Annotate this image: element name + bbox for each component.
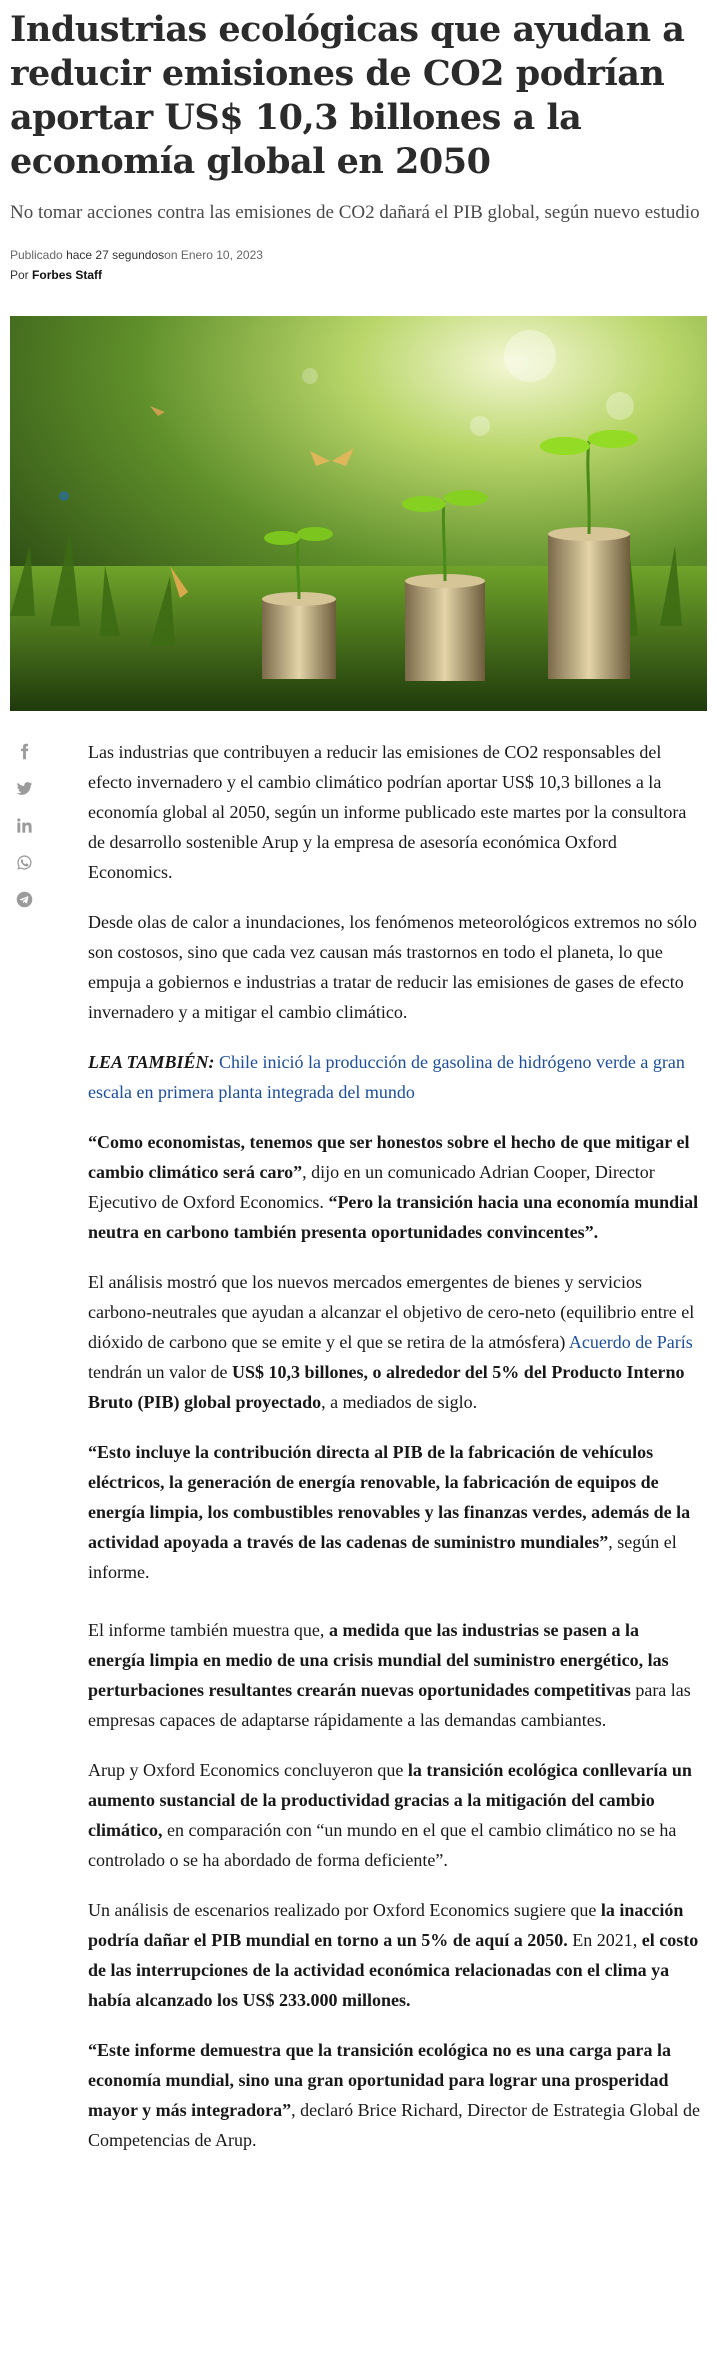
paragraph-text: Un análisis de escenarios realizado por Oxford Economics sugiere que bbox=[88, 1900, 601, 1920]
publish-meta bbox=[10, 248, 707, 262]
paragraph-text: , dijo en un comunicado Adrian Cooper, Director Ejecutivo de Oxford Economics. bbox=[88, 1162, 655, 1212]
relative-time: hace 27 segundos bbox=[66, 248, 165, 262]
paris-agreement-link[interactable]: Acuerdo de París bbox=[568, 1332, 693, 1352]
paragraph-text: para las empresas capaces de adaptarse rápidamente a las demandas cambiantes. bbox=[88, 1680, 691, 1730]
article-subtitle: No tomar acciones contra las emisiones de CO2 dañará el PIB global, según nuevo estudio bbox=[10, 202, 700, 223]
author-link[interactable]: Forbes Staff bbox=[32, 268, 103, 282]
quote-text: “Este informe demuestra que la transición ecológica no es una carga para la economía mundial, sino una gran oportunidad para lograr una prosperidad mayor y más integradora” bbox=[88, 2040, 671, 2120]
also-read-link[interactable]: Chile inició la producción de gasolina de hidrógeno verde a gran escala en primera planta integrada del mundo bbox=[88, 1052, 685, 1102]
article-body bbox=[88, 737, 700, 2155]
paragraph bbox=[88, 1127, 700, 1247]
article-header bbox=[0, 8, 717, 282]
quote-text: “Pero la transición hacia una economía mundial neutra en carbono también presenta oportunidades convincentes”. bbox=[88, 1192, 699, 1242]
paragraph: Las industrias que contribuyen a reducir las emisiones de CO2 responsables del efecto invernadero y el cambio climático podrían aportar US$ 10,3 billones a la economía global al 2050, según un informe publicado este martes por la consultora de desarrollo sostenible Arup y la empresa de asesoría económica Oxford Economics. bbox=[88, 742, 687, 882]
paragraph-text: tendrán un valor de bbox=[88, 1362, 232, 1382]
also-read-label: LEA TAMBIÉN: bbox=[88, 1052, 215, 1072]
hero-illustration bbox=[10, 316, 707, 711]
linkedin-icon[interactable] bbox=[16, 817, 38, 854]
hero-image bbox=[10, 316, 707, 711]
paragraph: Desde olas de calor a inundaciones, los fenómenos meteorológicos extremos no sólo son costosos, sino que cada vez causan más trastornos en todo el planeta, lo que empuja a gobiernos e industrias a tratar de reducir las emisiones de gases de efecto invernadero y a mitigar el cambio climático. bbox=[88, 912, 697, 1022]
highlight-text: la inacción podría dañar el PIB mundial en torno a un 5% de aquí a 2050. bbox=[88, 1900, 684, 1950]
paragraph-text: El informe también muestra que, bbox=[88, 1620, 329, 1640]
paragraph-text: , según el informe. bbox=[88, 1532, 677, 1582]
by-label: Por bbox=[10, 268, 29, 282]
paragraph bbox=[88, 1615, 700, 1735]
publish-date: Enero 10, 2023 bbox=[180, 248, 263, 262]
on-label: on bbox=[164, 248, 178, 262]
paragraph-text: El análisis mostró que los nuevos mercados emergentes de bienes y servicios carbono-neutrales que ayudan a alcanzar el objetivo de cero-neto (equilibrio entre el dióxido de carbono que se emite y el que se retira de la atmósfera) bbox=[88, 1272, 695, 1352]
quote-text: “Como economistas, tenemos que ser honestos sobre el hecho de que mitigar el cambio climático será caro” bbox=[88, 1132, 690, 1182]
telegram-icon[interactable] bbox=[16, 891, 38, 928]
byline bbox=[10, 268, 707, 282]
whatsapp-icon[interactable] bbox=[16, 854, 38, 891]
paragraph-text: Arup y Oxford Economics concluyeron que bbox=[88, 1760, 408, 1780]
highlight-text: el costo de las interrupciones de la actividad económica relacionadas con el clima ya había alcanzado los US$ 233.000 millones. bbox=[88, 1930, 699, 2010]
highlight-text: la transición ecológica conllevaría un aumento sustancial de la productividad gracias a la mitigación del cambio climático, bbox=[88, 1760, 692, 1840]
paragraph-text: en comparación con “un mundo en el que el cambio climático no se ha controlado o se ha abordado de forma deficiente”. bbox=[88, 1820, 677, 1870]
highlight-text: US$ 10,3 billones, o alrededor del 5% del Producto Interno Bruto (PIB) global proyectado bbox=[88, 1362, 685, 1412]
paragraph-text: En 2021, bbox=[567, 1930, 642, 1950]
paragraph bbox=[88, 1267, 700, 1417]
paragraph bbox=[88, 1755, 700, 1875]
article-title: Industrias ecológicas que ayudan a reducir emisiones de CO2 podrían aportar US$ 10,3 billones a la economía global en 2050 bbox=[10, 9, 685, 182]
share-bar bbox=[16, 743, 38, 928]
published-label: Publicado bbox=[10, 248, 63, 262]
article-body-area bbox=[0, 737, 717, 2155]
paragraph bbox=[88, 2035, 700, 2155]
highlight-text: a medida que las industrias se pasen a la energía limpia en medio de una crisis mundial del suministro energético, las perturbaciones resultantes crearán nuevas oportunidades competitivas bbox=[88, 1620, 669, 1700]
facebook-icon[interactable] bbox=[16, 743, 38, 780]
paragraph bbox=[88, 1437, 700, 1587]
paragraph-text: , declaró Brice Richard, Director de Estrategia Global de Competencias de Arup. bbox=[88, 2100, 700, 2150]
paragraph-text: , a mediados de siglo. bbox=[321, 1392, 478, 1412]
quote-text: “Esto incluye la contribución directa al PIB de la fabricación de vehículos eléctricos, la generación de energía renovable, la fabricación de equipos de energía limpia, los combustibles renovables y las finanzas verdes, además de la actividad apoyada a través de las cadenas de suministro mundiales” bbox=[88, 1442, 691, 1552]
also-read bbox=[88, 1047, 700, 1107]
paragraph bbox=[88, 1895, 700, 2015]
twitter-icon[interactable] bbox=[16, 780, 38, 817]
